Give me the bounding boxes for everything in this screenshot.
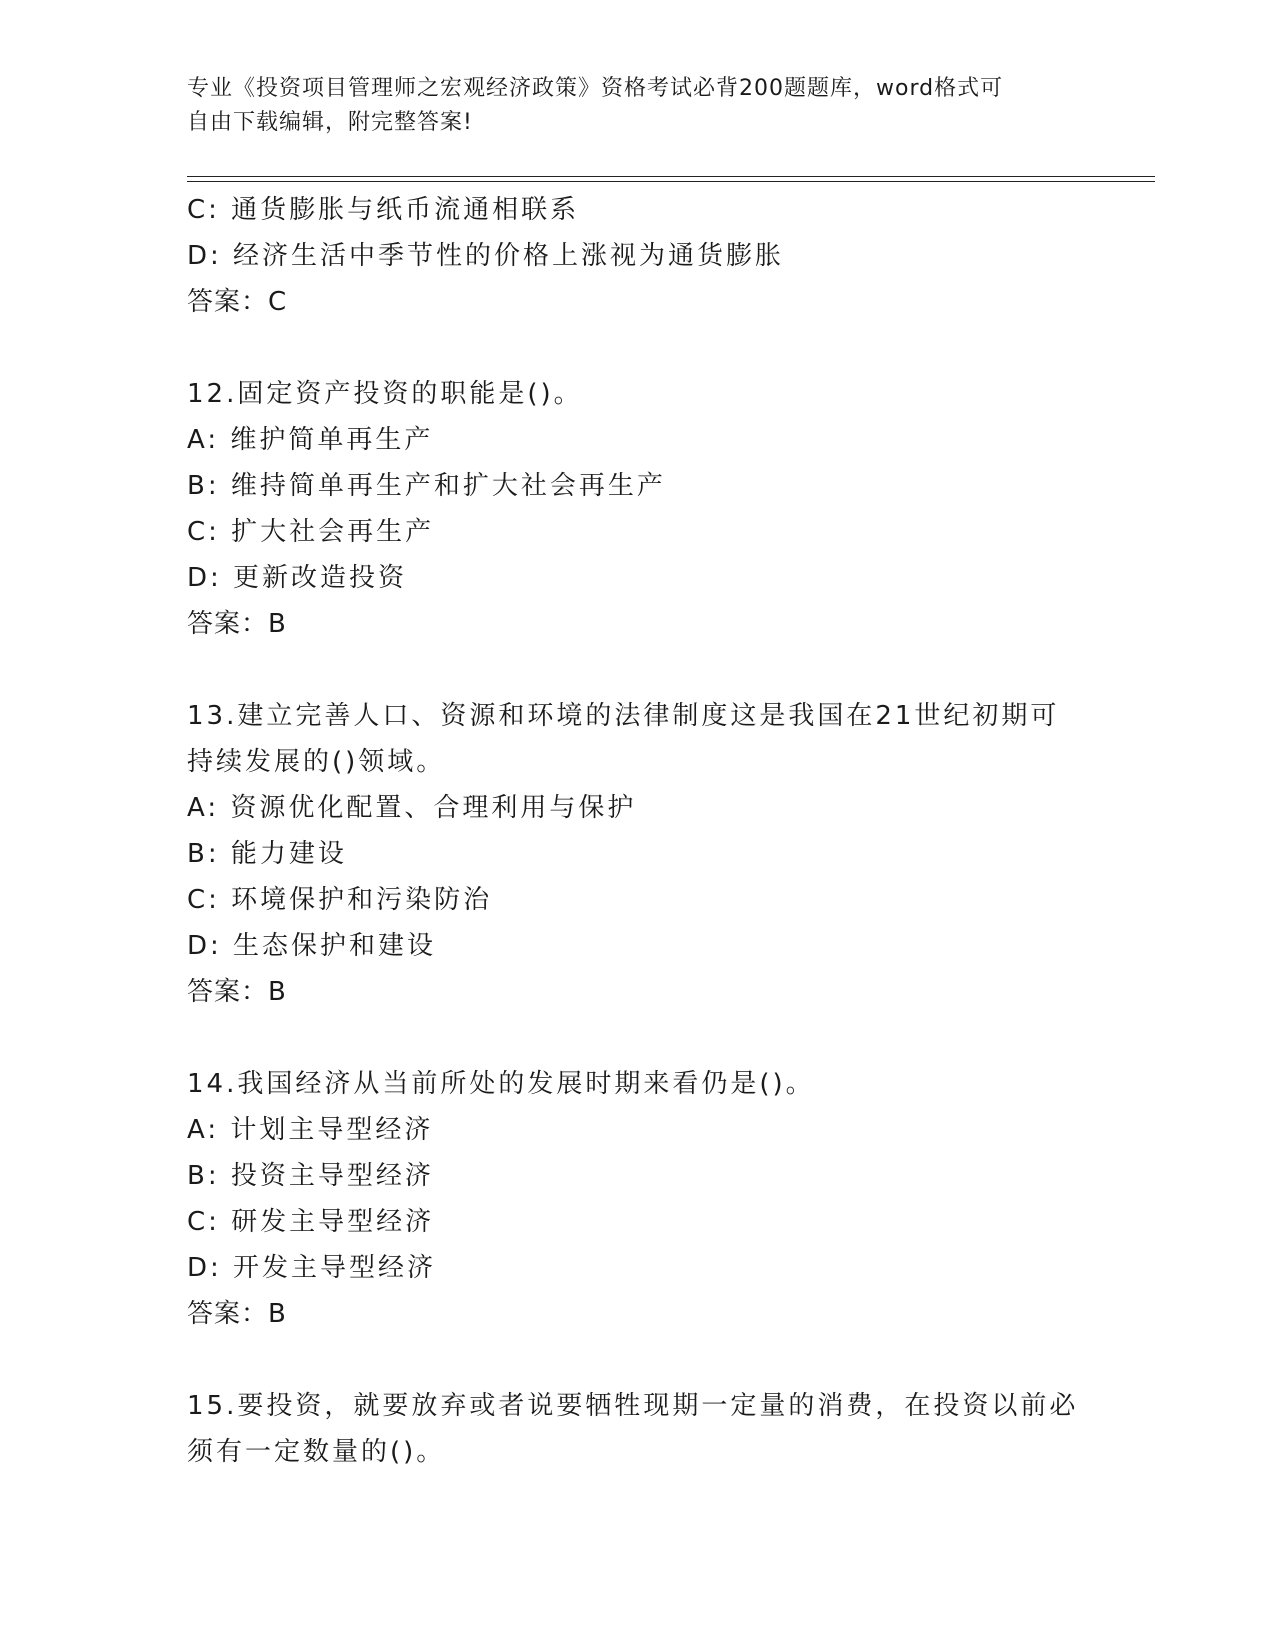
question-11-continued — [187, 187, 1087, 325]
question-stem-line-1: 15.要投资，就要放弃或者说要牺牲现期一定量的消费，在投资以前必 — [187, 1391, 1079, 1421]
option-c: C: 扩大社会再生产 — [187, 517, 435, 547]
option-d: D: 开发主导型经济 — [187, 1253, 437, 1283]
answer-line: 答案：B — [187, 609, 287, 639]
option-d: D: 生态保护和建设 — [187, 931, 437, 961]
option-d: D: 更新改造投资 — [187, 563, 408, 593]
document-header — [187, 72, 1077, 140]
header-rule-bottom — [187, 181, 1155, 182]
option-c: C: 研发主导型经济 — [187, 1207, 435, 1237]
header-rule-top — [187, 176, 1155, 177]
answer-line: 答案：B — [187, 1299, 287, 1329]
question-12 — [187, 371, 1087, 647]
header-line-2: 自由下载编辑，附完整答案! — [187, 110, 473, 135]
answer-line: 答案：C — [187, 287, 288, 317]
question-13 — [187, 693, 1087, 1015]
option-c: C: 通货膨胀与纸币流通相联系 — [187, 195, 580, 225]
header-line-1: 专业《投资项目管理师之宏观经济政策》资格考试必背200题题库，word格式可 — [187, 76, 1004, 101]
question-list — [187, 187, 1087, 1475]
question-stem: 14.我国经济从当前所处的发展时期来看仍是()。 — [187, 1069, 815, 1099]
spacer — [187, 325, 1087, 371]
spacer — [187, 1015, 1087, 1061]
option-b: B: 能力建设 — [187, 839, 347, 869]
option-b: B: 投资主导型经济 — [187, 1161, 434, 1191]
option-c: C: 环境保护和污染防治 — [187, 885, 493, 915]
spacer — [187, 1337, 1087, 1383]
option-a: A: 计划主导型经济 — [187, 1115, 434, 1145]
question-15 — [187, 1383, 1087, 1475]
question-stem-line-2: 须有一定数量的()。 — [187, 1437, 446, 1467]
question-stem-line-2: 持续发展的()领域。 — [187, 747, 446, 777]
question-stem-line-1: 13.建立完善人口、资源和环境的法律制度这是我国在21世纪初期可 — [187, 701, 1060, 731]
option-b: B: 维持简单再生产和扩大社会再生产 — [187, 471, 666, 501]
question-stem: 12.固定资产投资的职能是()。 — [187, 379, 583, 409]
spacer — [187, 647, 1087, 693]
option-a: A: 资源优化配置、合理利用与保护 — [187, 793, 637, 823]
option-d: D: 经济生活中季节性的价格上涨视为通货膨胀 — [187, 241, 785, 271]
answer-line: 答案：B — [187, 977, 287, 1007]
option-a: A: 维护简单再生产 — [187, 425, 434, 455]
question-14 — [187, 1061, 1087, 1337]
